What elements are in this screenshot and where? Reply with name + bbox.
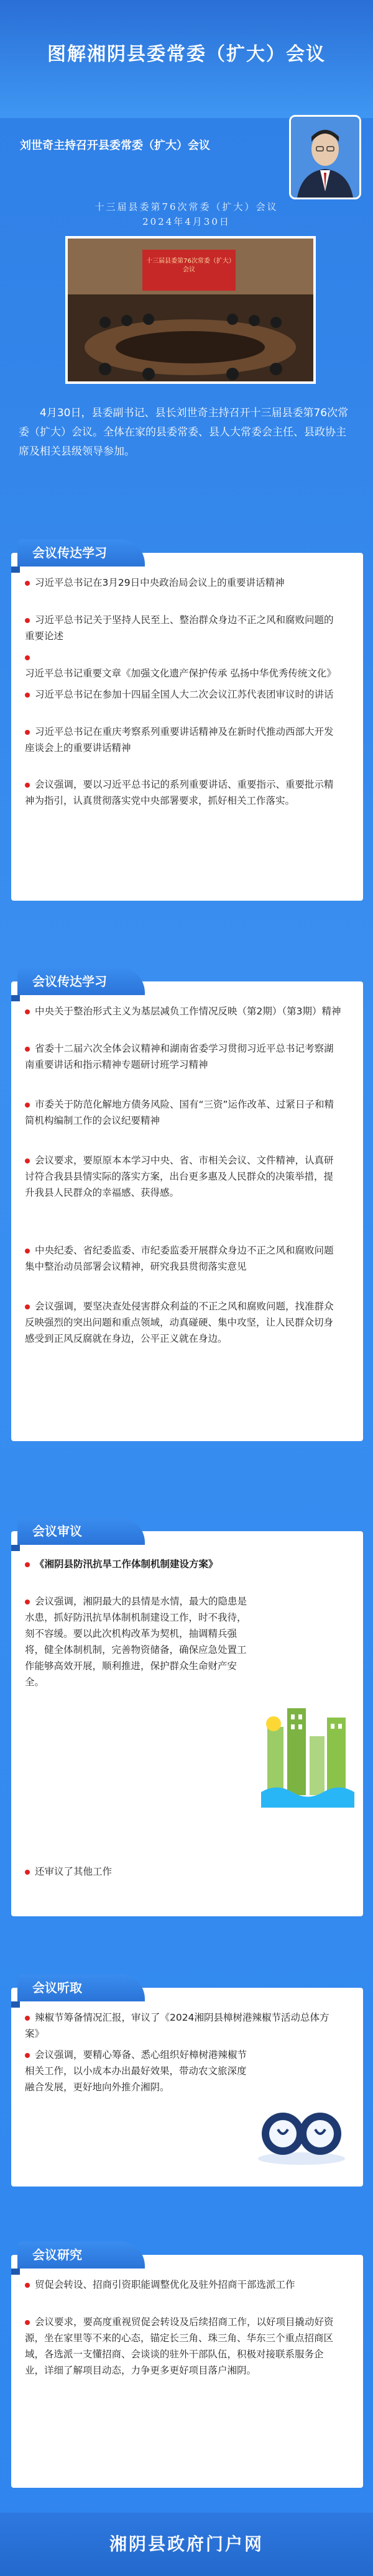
- bullet-icon: [25, 618, 30, 623]
- list-item: 习近平总书记在参加十四届全国人大二次会议江苏代表团审议时的讲话: [25, 686, 342, 703]
- bullet-icon: [25, 1562, 30, 1567]
- list-item: 贸促会转设、招商引资职能调整优化及驻外招商干部选派工作: [25, 2277, 342, 2293]
- intro-paragraph: 4月30日，县委副书记、县长刘世奇主持召开十三届县委第76次常委（扩大）会议。全体在家的县委常委、县人大常委会主任、县政协主席及相关县级领导参加。: [19, 407, 349, 458]
- list-item: 中央关于整治形式主义为基层减负工作情况反映（第2期）（第3期）精神: [25, 1003, 342, 1019]
- list-item: 中央纪委、省纪委监委、市纪委监委开展群众身边不正之风和腐败问题集中整治动员部署会议精神，研究我县贯彻落实意见: [25, 1245, 334, 1272]
- list-item: 会议要求，要高度重视贸促会转设及后续招商工作，以好项目撬动好资源，坐在家里等不来的心态，锚定长三角、珠三角、华东三个重点招商区域，各选派一支懂招商、会谈谈的驻外干部队伍，积极对接联系服务企业，详细了解项目动态，力争更多更好项目落户湘阴。: [25, 2316, 334, 2376]
- bullet-icon: [25, 581, 30, 586]
- bullet-icon: [25, 783, 30, 788]
- bullet-icon: [25, 2283, 30, 2288]
- list-item: 会议强调，要精心筹备、悉心组织好樟树港辣椒节相关工作，以小成本办出最好效果，带动农文旅深度融合发展，更好地向外推介湘阴。: [25, 2049, 247, 2093]
- list-item: 会议要求，要原原本本学习中央、省、市相关会议、文件精神，认真研讨符合我县县情实际的落实方案，出台更多惠及人民群众的决策举措，提升我县人民群众的幸福感、获得感。: [25, 1155, 334, 1198]
- bullet-icon: [25, 1304, 30, 1309]
- meeting-name: 十三届县委第76次常委（扩大）会议: [94, 201, 279, 212]
- meeting-photo: [65, 236, 316, 384]
- list-item: 习近平总书记重要文章《加强文化遗产保护传承 弘扬中华优秀传统文化》: [25, 649, 342, 681]
- section-tab-1: [17, 539, 145, 567]
- bullet-icon: [25, 1009, 30, 1014]
- list-item: 习近平总书记关于坚持人民至上、整治群众身边不正之风和腐败问题的重要论述: [25, 614, 334, 642]
- section-tab-5: [17, 2241, 145, 2269]
- chili-pepper-illustration: [252, 2100, 351, 2170]
- list-item: 会议强调，要以习近平总书记的系列重要讲话、重要指示、重要批示精神为指引，认真贯彻落实党中央部署要求，抓好相关工作落实。: [25, 779, 334, 806]
- list-item: 习近平总书记在重庆考察系列重要讲话精神及在新时代推动西部大开发座谈会上的重要讲话精神: [25, 726, 334, 753]
- footer-banner: 湘阴县政府门户网: [0, 2513, 373, 2576]
- bullet-icon: [25, 1870, 30, 1875]
- section-title-5: 会议研究: [32, 2247, 82, 2262]
- bullet-icon: [25, 730, 30, 735]
- city-water-illustration: [261, 1690, 354, 1810]
- speaker-portrait: [289, 115, 361, 199]
- photo-banner-text: 十三届县委第76次常委（扩大）会议: [146, 258, 232, 273]
- bullet-icon: [25, 655, 30, 660]
- subtitle: 刘世奇主持召开县委常委（扩大）会议: [20, 139, 210, 152]
- header-band: [0, 0, 373, 118]
- list-item: 习近平总书记在3月29日中央政治局会议上的重要讲话精神: [25, 575, 342, 591]
- bullet-icon: [25, 1249, 30, 1254]
- bullet-icon: [25, 1600, 30, 1604]
- list-item: 《湘阴县防汛抗旱工作体制机制建设方案》: [25, 1556, 342, 1572]
- bullet-icon: [25, 1047, 30, 1052]
- page-title: 图解湘阴县委常委（扩大）会议: [47, 43, 326, 65]
- list-item: 省委十二届六次全体会议精神和湖南省委学习贯彻习近平总书记考察湖南重要讲话和指示精神专题研讨班学习精神: [25, 1043, 334, 1070]
- section-title-4: 会议听取: [32, 1980, 82, 1995]
- list-item: 市委关于防范化解地方债务风险、国有“三资”运作改革、过紧日子和精简机构编制工作的会议纪要精神: [25, 1099, 334, 1126]
- list-item: 会议强调，要坚决查处侵害群众利益的不正之风和腐败问题，找准群众反映强烈的突出问题和重点领域，动真碰硬、集中攻坚，让人民群众切身感受到正风反腐就在身边，公平正义就在身边。: [25, 1301, 334, 1344]
- bullet-icon: [25, 1103, 30, 1108]
- section-tab-3: [17, 1518, 145, 1545]
- section-tab-2: [17, 968, 145, 995]
- section-title-3: 会议审议: [32, 1524, 82, 1539]
- bullet-icon: [25, 1158, 30, 1163]
- bullet-icon: [25, 2320, 30, 2325]
- section-title-2: 会议传达学习: [32, 974, 107, 989]
- section-tab-4: [17, 1974, 145, 2001]
- list-item: 会议强调，湘阴最大的县情是水情，最大的隐患是水患，抓好防汛抗旱体制机制建设工作，时不我待，刻不容缓。要以此次机构改革为契机，抽调精兵强将，健全体制机制，完善物资储备，确保应急处置工作能够高效开展，顺利推进，保护群众生命财产安全。: [25, 1596, 247, 1688]
- bullet-icon: [25, 2016, 30, 2021]
- list-item: 辣椒节筹备情况汇报，审议了《2024湘阴县樟树港辣椒节活动总体方案》: [25, 2012, 329, 2039]
- list-item: 还审议了其他工作: [25, 1864, 342, 1880]
- bullet-icon: [25, 2053, 30, 2058]
- meeting-date: 2024年4月30日: [142, 216, 231, 227]
- bullet-icon: [25, 693, 30, 698]
- section-title-1: 会议传达学习: [32, 545, 107, 560]
